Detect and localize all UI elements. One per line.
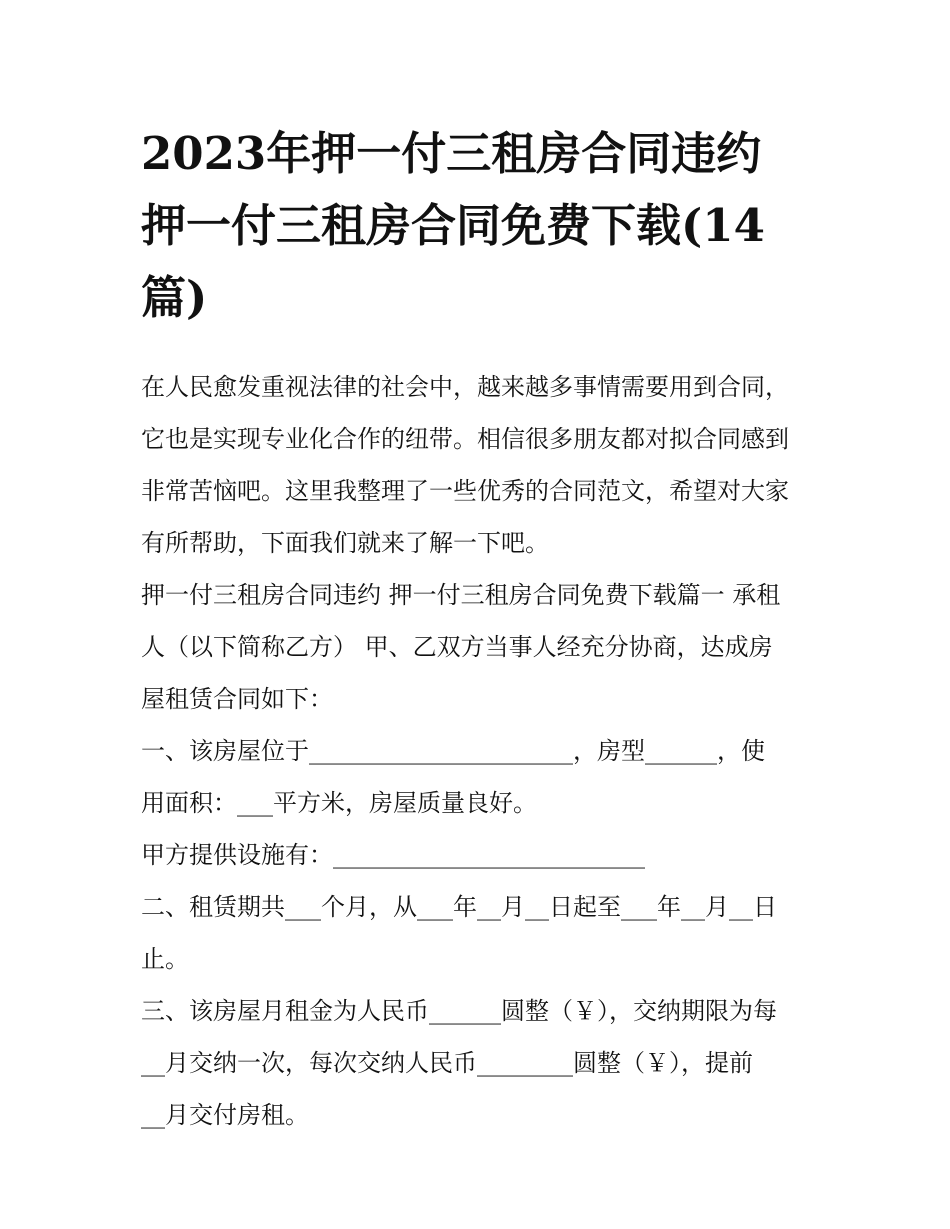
body-line: 止。 <box>141 945 189 973</box>
body-line: 二、租赁期共___个月，从___年__月__日起至___年__月__日 <box>141 893 777 921</box>
title-line-1: 2023年押一付三租房合同违约 <box>141 127 762 180</box>
body-line: 非常苦恼吧。这里我整理了一些优秀的合同范文，希望对大家 <box>141 477 789 505</box>
body-line: 三、该房屋月租金为人民币______圆整（￥），交纳期限为每 <box>141 997 777 1025</box>
body-line: 有所帮助，下面我们就来了解一下吧。 <box>141 529 549 557</box>
document-body <box>141 361 813 1141</box>
body-line: 甲方提供设施有：__________________________ <box>141 841 645 869</box>
body-line: 人（以下简称乙方） 甲、乙双方当事人经充分协商，达成房 <box>141 633 773 661</box>
body-line: 屋租赁合同如下： <box>141 685 333 713</box>
body-line: __月交付房租。 <box>141 1101 309 1129</box>
document-page <box>141 118 813 1141</box>
document-title <box>141 118 813 334</box>
body-line: 在人民愈发重视法律的社会中，越来越多事情需要用到合同， <box>141 373 789 401</box>
body-line: 用面积：___平方米，房屋质量良好。 <box>141 789 537 817</box>
body-line: 押一付三租房合同违约 押一付三租房合同免费下载篇一 承租 <box>141 581 781 609</box>
body-line: 它也是实现专业化合作的纽带。相信很多朋友都对拟合同感到 <box>141 425 789 453</box>
title-line-3: 篇) <box>141 271 208 324</box>
title-line-2: 押一付三租房合同免费下载(14 <box>141 199 765 252</box>
body-line: __月交纳一次，每次交纳人民币________圆整（￥），提前 <box>141 1049 753 1077</box>
body-line: 一、该房屋位于______________________，房型______，使 <box>141 737 765 765</box>
